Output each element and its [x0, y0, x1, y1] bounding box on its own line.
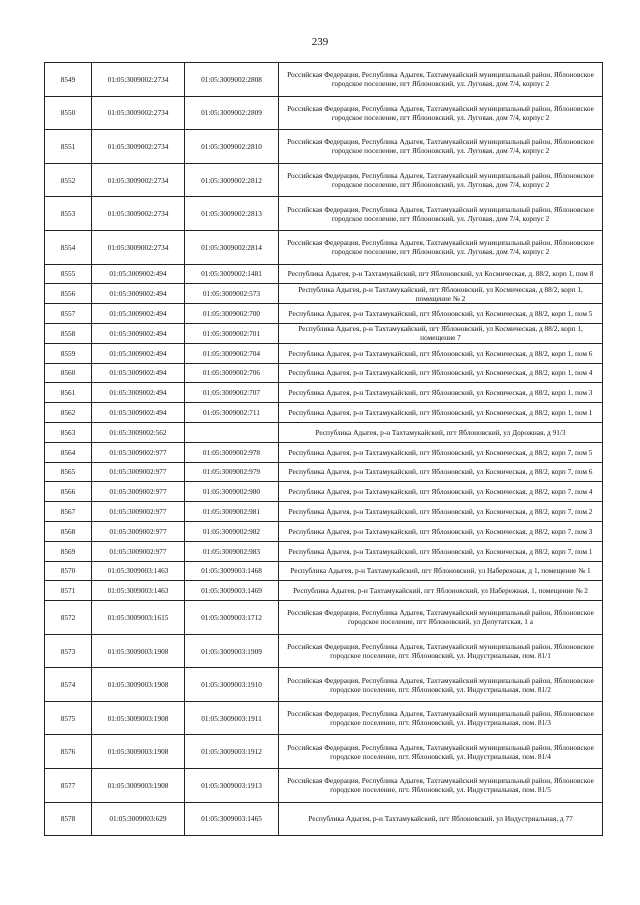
address-cell: Российская Федерация, Республика Адыгея, Тахтамукайский муниципальный район, Яблоновское городское поселение, пгт. Яблоновский, ул. Индустриальная, пом. 81/1	[279, 634, 603, 668]
table-row	[45, 230, 603, 264]
table-row	[45, 264, 603, 284]
address-cell: Республика Адыгея, р-н Тахтамукайский, пгт Яблоновский, ул Космическая, д 88/2, корп 1, пом 1	[279, 403, 603, 423]
address-cell: Российская Федерация, Республика Адыгея, Тахтамукайский муниципальный район, Яблоновское городское поселение, пгт Яблоновский, ул. Луговая, дом 7/4, корпус 2	[279, 230, 603, 264]
table-row	[45, 482, 603, 502]
parent-cadastral-number-cell: 01:05:3009003:1908	[92, 735, 185, 769]
row-number-cell: 8564	[45, 442, 92, 462]
cadastral-number-cell	[185, 422, 279, 442]
row-number-cell: 8567	[45, 502, 92, 522]
parent-cadastral-number-cell: 01:05:3009002:2734	[92, 63, 185, 97]
parent-cadastral-number-cell: 01:05:3009002:977	[92, 521, 185, 541]
parent-cadastral-number-cell: 01:05:3009002:494	[92, 323, 185, 343]
cadastral-number-cell: 01:05:3009002:707	[185, 383, 279, 403]
parent-cadastral-number-cell: 01:05:3009002:494	[92, 264, 185, 284]
cadastral-number-cell: 01:05:3009003:1468	[185, 561, 279, 581]
row-number-cell: 8563	[45, 422, 92, 442]
parent-cadastral-number-cell: 01:05:3009002:977	[92, 541, 185, 561]
cadastral-number-cell: 01:05:3009002:700	[185, 304, 279, 324]
parent-cadastral-number-cell: 01:05:3009003:1908	[92, 701, 185, 735]
address-cell: Республика Адыгея, р-н Тахтамукайский, пгт Яблоновский, ул Дорожная, д 91/3	[279, 422, 603, 442]
cadastral-number-cell: 01:05:3009002:2809	[185, 96, 279, 130]
cadastral-number-cell: 01:05:3009003:1911	[185, 701, 279, 735]
address-cell: Российская Федерация, Республика Адыгея, Тахтамукайский муниципальный район, Яблоновское городское поселение, пгт Яблоновский, ул. Луговая, дом 7/4, корпус 2	[279, 130, 603, 164]
address-cell: Российская Федерация, Республика Адыгея, Тахтамукайский муниципальный район, Яблоновское городское поселение, пгт. Яблоновский, ул. Индустриальная, пом. 81/2	[279, 668, 603, 702]
table-row	[45, 304, 603, 324]
table-row	[45, 403, 603, 423]
parent-cadastral-number-cell: 01:05:3009003:1908	[92, 668, 185, 702]
address-cell: Республика Адыгея, р-н Тахтамукайский, пгт Яблоновский, ул Космическая, д 88/2, корп 7, пом 5	[279, 442, 603, 462]
row-number-cell: 8570	[45, 561, 92, 581]
parent-cadastral-number-cell: 01:05:3009002:562	[92, 422, 185, 442]
cadastral-number-cell: 01:05:3009003:1469	[185, 581, 279, 601]
row-number-cell: 8577	[45, 769, 92, 803]
row-number-cell: 8574	[45, 668, 92, 702]
parent-cadastral-number-cell: 01:05:3009002:2734	[92, 96, 185, 130]
row-number-cell: 8578	[45, 802, 92, 836]
address-cell: Российская Федерация, Республика Адыгея, Тахтамукайский муниципальный район, Яблоновское городское поселение, пгт. Яблоновский, ул. Индустриальная, пом. 81/3	[279, 701, 603, 735]
table-row	[45, 343, 603, 363]
row-number-cell: 8566	[45, 482, 92, 502]
address-cell: Российская Федерация, Республика Адыгея, Тахтамукайский муниципальный район, Яблоновское городское поселение, пгт Яблоновский, ул. Луговая, дом 7/4, корпус 2	[279, 163, 603, 197]
row-number-cell: 8549	[45, 63, 92, 97]
address-cell: Республика Адыгея, р-н Тахтамукайский, пгт Яблоновский, ул Космическая, д 88/2, корп 7, пом 1	[279, 541, 603, 561]
parent-cadastral-number-cell: 01:05:3009002:2734	[92, 163, 185, 197]
row-number-cell: 8576	[45, 735, 92, 769]
address-cell: Республика Адыгея, р-н Тахтамукайский, пгт Яблоновский, ул Космическая, д 88/2, корп 7, пом 3	[279, 521, 603, 541]
cadastral-number-cell: 01:05:3009002:2808	[185, 63, 279, 97]
table-row	[45, 130, 603, 164]
parent-cadastral-number-cell: 01:05:3009002:977	[92, 502, 185, 522]
address-cell: Республика Адыгея, р-н Тахтамукайский, пгт Яблоновский, ул Набережная, 1, помещение № 2	[279, 581, 603, 601]
cadastral-number-cell: 01:05:3009002:981	[185, 502, 279, 522]
address-cell: Республика Адыгея, р-н Тахтамукайский, пгт Яблоновский, ул Космическая, д 88/2, корп 1, помещение 7	[279, 323, 603, 343]
page-number: 239	[311, 36, 329, 48]
parent-cadastral-number-cell: 01:05:3009003:1908	[92, 634, 185, 668]
registry-table-body	[45, 63, 603, 836]
address-cell: Российская Федерация, Республика Адыгея, Тахтамукайский муниципальный район, Яблоновское городское поселение, пгт Яблоновский, ул. Луговая, дом 7/4, корпус 2	[279, 197, 603, 231]
table-row	[45, 634, 603, 668]
cadastral-number-cell: 01:05:3009003:1465	[185, 802, 279, 836]
cadastral-number-cell: 01:05:3009002:979	[185, 462, 279, 482]
address-cell: Республика Адыгея, р-н Тахтамукайский, пгт Яблоновский, ул Космическая, д 88/2, корп 1, пом 5	[279, 304, 603, 324]
address-cell: Республика Адыгея, р-н Тахтамукайский, пгт Яблоновский, ул Космическая, д 88/2, корп 1, пом 4	[279, 363, 603, 383]
address-cell: Республика Адыгея, р-н Тахтамукайский, пгт Яблоновский, ул Индустриальная, д 77	[279, 802, 603, 836]
row-number-cell: 8560	[45, 363, 92, 383]
row-number-cell: 8556	[45, 284, 92, 304]
parent-cadastral-number-cell: 01:05:3009002:2734	[92, 197, 185, 231]
table-row	[45, 541, 603, 561]
parent-cadastral-number-cell: 01:05:3009002:494	[92, 383, 185, 403]
address-cell: Республика Адыгея, р-н Тахтамукайский, пгт Яблоновский, ул Космическая, д 88/2, корп 7, пом 6	[279, 462, 603, 482]
cadastral-number-cell: 01:05:3009002:573	[185, 284, 279, 304]
parent-cadastral-number-cell: 01:05:3009003:1463	[92, 581, 185, 601]
parent-cadastral-number-cell: 01:05:3009002:2734	[92, 230, 185, 264]
table-row	[45, 422, 603, 442]
table-row	[45, 323, 603, 343]
row-number-cell: 8569	[45, 541, 92, 561]
registry-table	[44, 62, 603, 836]
row-number-cell: 8562	[45, 403, 92, 423]
parent-cadastral-number-cell: 01:05:3009002:494	[92, 284, 185, 304]
row-number-cell: 8554	[45, 230, 92, 264]
cadastral-number-cell: 01:05:3009002:711	[185, 403, 279, 423]
cadastral-number-cell: 01:05:3009003:1712	[185, 601, 279, 635]
cadastral-number-cell: 01:05:3009002:983	[185, 541, 279, 561]
address-cell: Республика Адыгея, р-н Тахтамукайский, пгт Яблоновский, ул Космическая, д. 88/2, корп 1, пом 8	[279, 264, 603, 284]
address-cell: Республика Адыгея, р-н Тахтамукайский, пгт Яблоновский, ул Космическая, д 88/2, корп 1, пом 3	[279, 383, 603, 403]
table-row	[45, 561, 603, 581]
cadastral-number-cell: 01:05:3009002:1481	[185, 264, 279, 284]
cadastral-number-cell: 01:05:3009003:1913	[185, 769, 279, 803]
address-cell: Республика Адыгея, р-н Тахтамукайский, пгт Яблоновский, ул Космическая, д 88/2, корп 7, пом 2	[279, 502, 603, 522]
table-row	[45, 383, 603, 403]
parent-cadastral-number-cell: 01:05:3009002:494	[92, 304, 185, 324]
address-cell: Республика Адыгея, р-н Тахтамукайский, пгт Яблоновский, ул Космическая, д 88/2, корп 1, пом 6	[279, 343, 603, 363]
parent-cadastral-number-cell: 01:05:3009003:1463	[92, 561, 185, 581]
cadastral-number-cell: 01:05:3009002:2814	[185, 230, 279, 264]
row-number-cell: 8573	[45, 634, 92, 668]
cadastral-number-cell: 01:05:3009002:2813	[185, 197, 279, 231]
row-number-cell: 8551	[45, 130, 92, 164]
table-row	[45, 96, 603, 130]
table-row	[45, 581, 603, 601]
parent-cadastral-number-cell: 01:05:3009002:977	[92, 442, 185, 462]
row-number-cell: 8552	[45, 163, 92, 197]
cadastral-number-cell: 01:05:3009002:982	[185, 521, 279, 541]
parent-cadastral-number-cell: 01:05:3009002:494	[92, 343, 185, 363]
cadastral-number-cell: 01:05:3009003:1909	[185, 634, 279, 668]
table-row	[45, 769, 603, 803]
address-cell: Российская Федерация, Республика Адыгея, Тахтамукайский муниципальный район, Яблоновское городское поселение, пгт Яблоновский, ул Депутатская, 1 а	[279, 601, 603, 635]
cadastral-number-cell: 01:05:3009002:706	[185, 363, 279, 383]
table-row	[45, 462, 603, 482]
address-cell: Российская Федерация, Республика Адыгея, Тахтамукайский муниципальный район, Яблоновское городское поселение, пгт. Яблоновский, ул. Индустриальная, пом. 81/5	[279, 769, 603, 803]
parent-cadastral-number-cell: 01:05:3009002:2734	[92, 130, 185, 164]
row-number-cell: 8559	[45, 343, 92, 363]
address-cell: Российская Федерация, Республика Адыгея, Тахтамукайский муниципальный район, Яблоновское городское поселение, пгт Яблоновский, ул. Луговая, дом 7/4, корпус 2	[279, 63, 603, 97]
parent-cadastral-number-cell: 01:05:3009002:494	[92, 403, 185, 423]
table-row	[45, 735, 603, 769]
table-row	[45, 284, 603, 304]
cadastral-number-cell: 01:05:3009002:2812	[185, 163, 279, 197]
address-cell: Республика Адыгея, р-н Тахтамукайский, пгт Яблоновский, ул Космическая, д 88/2, корп 7, пом 4	[279, 482, 603, 502]
table-row	[45, 442, 603, 462]
parent-cadastral-number-cell: 01:05:3009002:977	[92, 482, 185, 502]
cadastral-number-cell: 01:05:3009002:978	[185, 442, 279, 462]
table-row	[45, 802, 603, 836]
address-cell: Республика Адыгея, р-н Тахтамукайский, пгт Яблоновский, ул Космическая, д 88/2, корп 1, помещение № 2	[279, 284, 603, 304]
address-cell: Республика Адыгея, р-н Тахтамукайский, пгт Яблоновский, ул Набережная, д 1, помещение № 1	[279, 561, 603, 581]
cadastral-number-cell: 01:05:3009002:704	[185, 343, 279, 363]
address-cell: Российская Федерация, Республика Адыгея, Тахтамукайский муниципальный район, Яблоновское городское поселение, пгт Яблоновский, ул. Луговая, дом 7/4, корпус 2	[279, 96, 603, 130]
row-number-cell: 8572	[45, 601, 92, 635]
parent-cadastral-number-cell: 01:05:3009003:629	[92, 802, 185, 836]
cadastral-number-cell: 01:05:3009003:1910	[185, 668, 279, 702]
table-row	[45, 163, 603, 197]
table-row	[45, 197, 603, 231]
row-number-cell: 8568	[45, 521, 92, 541]
address-cell: Российская Федерация, Республика Адыгея, Тахтамукайский муниципальный район, Яблоновское городское поселение, пгт. Яблоновский, ул. Индустриальная, пом. 81/4	[279, 735, 603, 769]
cadastral-number-cell: 01:05:3009002:980	[185, 482, 279, 502]
row-number-cell: 8558	[45, 323, 92, 343]
row-number-cell: 8550	[45, 96, 92, 130]
parent-cadastral-number-cell: 01:05:3009002:977	[92, 462, 185, 482]
cadastral-number-cell: 01:05:3009002:701	[185, 323, 279, 343]
table-row	[45, 363, 603, 383]
parent-cadastral-number-cell: 01:05:3009003:1615	[92, 601, 185, 635]
row-number-cell: 8557	[45, 304, 92, 324]
cadastral-number-cell: 01:05:3009003:1912	[185, 735, 279, 769]
row-number-cell: 8565	[45, 462, 92, 482]
parent-cadastral-number-cell: 01:05:3009002:494	[92, 363, 185, 383]
table-row	[45, 668, 603, 702]
row-number-cell: 8571	[45, 581, 92, 601]
table-row	[45, 502, 603, 522]
table-row	[45, 521, 603, 541]
row-number-cell: 8555	[45, 264, 92, 284]
table-row	[45, 63, 603, 97]
row-number-cell: 8561	[45, 383, 92, 403]
row-number-cell: 8553	[45, 197, 92, 231]
cadastral-number-cell: 01:05:3009002:2810	[185, 130, 279, 164]
table-row	[45, 701, 603, 735]
parent-cadastral-number-cell: 01:05:3009003:1908	[92, 769, 185, 803]
table-row	[45, 601, 603, 635]
row-number-cell: 8575	[45, 701, 92, 735]
